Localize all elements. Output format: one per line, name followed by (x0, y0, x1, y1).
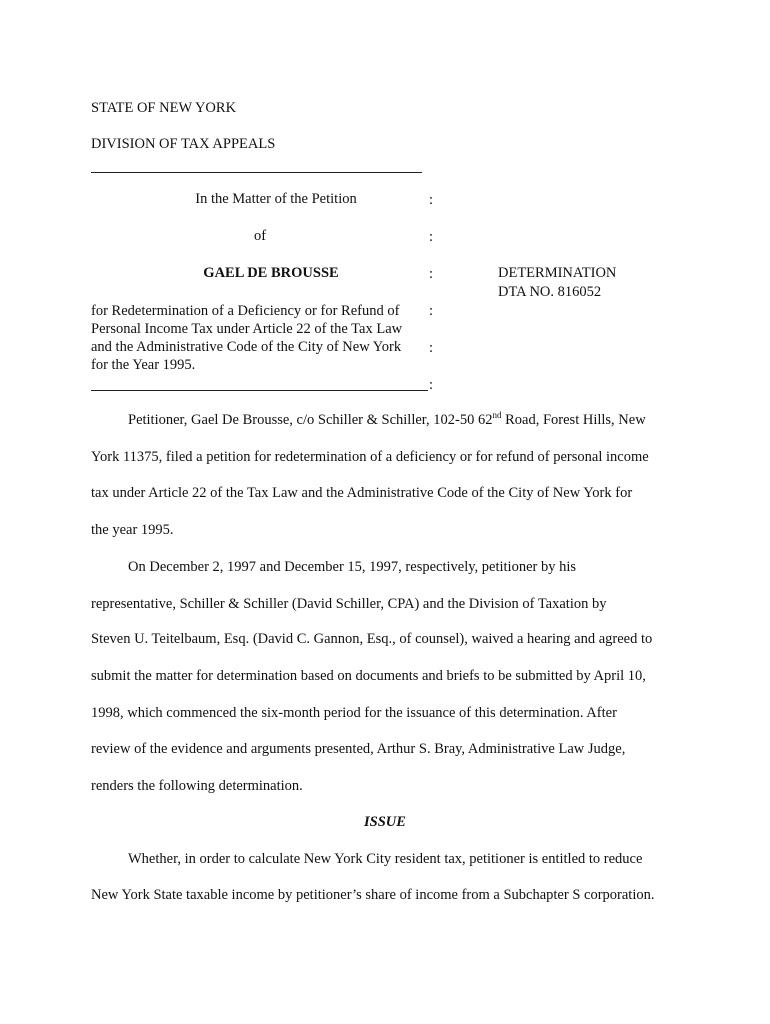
ordinal-suffix: nd (492, 410, 502, 420)
paragraph2-line: On December 2, 1997 and December 15, 1997, respectively, petitioner by his (128, 559, 577, 575)
issue-heading: ISSUE (364, 814, 406, 830)
issue-line: New York State taxable income by petitioner’s share of income from a Subchapter S corporation. (91, 887, 655, 903)
state-heading: STATE OF NEW YORK (91, 100, 237, 116)
caption-colon: : (429, 192, 434, 208)
paragraph1-line1-post: Road, Forest Hills, New (501, 412, 646, 428)
paragraph2-line: submit the matter for determination based on documents and briefs to be submitted by April 10, (91, 668, 646, 684)
caption-for-line: Personal Income Tax under Article 22 of the Tax Law (91, 321, 403, 337)
caption-for-line: for Redetermination of a Deficiency or for Refund of (91, 303, 400, 319)
paragraph1-line2: York 11375, filed a petition for redetermination of a deficiency or for refund of personal income (91, 449, 649, 465)
caption-of: of (253, 228, 267, 244)
division-heading: DIVISION OF TAX APPEALS (91, 136, 276, 152)
paragraph2-line: representative, Schiller & Schiller (David Schiller, CPA) and the Division of Taxation by (91, 596, 607, 612)
paragraph2-line: renders the following determination. (91, 778, 303, 794)
caption-matter: In the Matter of the Petition (195, 191, 357, 207)
paragraph2-line: review of the evidence and arguments presented, Arthur S. Bray, Administrative Law Judge, (91, 741, 626, 757)
paragraph2-line: Steven U. Teitelbaum, Esq. (David C. Gannon, Esq., of counsel), waived a hearing and agreed to (91, 631, 653, 647)
paragraph2-line: 1998, which commenced the six-month period for the issuance of this determination. After (91, 705, 617, 721)
caption-for-line: for the Year 1995. (91, 357, 196, 373)
caption-for-text (91, 302, 402, 374)
determination-label: DETERMINATION (498, 265, 617, 281)
caption-top-rule (91, 172, 422, 173)
caption-bottom-rule (91, 390, 428, 391)
caption-colon: : (429, 229, 434, 245)
caption-colon: : (429, 266, 434, 282)
caption-colon: : (429, 377, 434, 393)
caption-colon: : (429, 303, 434, 319)
paragraph1-line1-pre: Petitioner, Gael De Brousse, c/o Schiller & Schiller, 102-50 62 (128, 412, 493, 428)
paragraph1-line1 (128, 412, 646, 429)
caption-for-line: and the Administrative Code of the City of New York (91, 339, 402, 355)
paragraph1-line3: tax under Article 22 of the Tax Law and the Administrative Code of the City of New York for (91, 485, 633, 501)
paragraph1-line4: the year 1995. (91, 522, 174, 538)
issue-line: Whether, in order to calculate New York City resident tax, petitioner is entitled to reduce (128, 851, 643, 867)
caption-colon: : (429, 340, 434, 356)
dta-number: DTA NO. 816052 (498, 284, 602, 300)
petitioner-name: GAEL DE BROUSSE (203, 265, 339, 281)
